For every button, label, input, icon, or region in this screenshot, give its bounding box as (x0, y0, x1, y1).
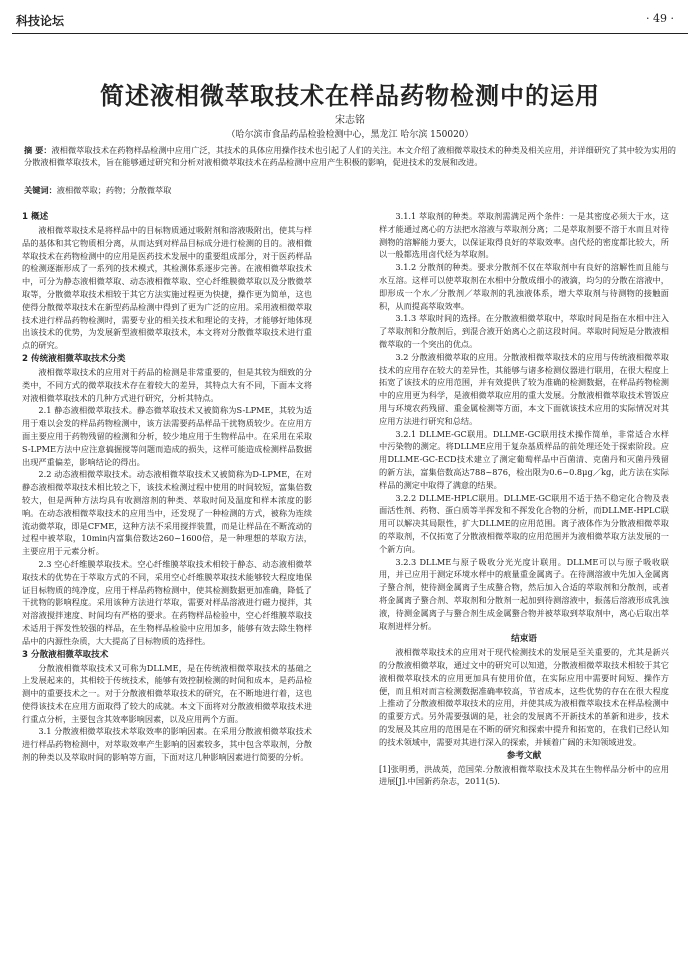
keywords (24, 185, 676, 196)
abstract-text: 液相微萃取技术在药物样品检测中应用广泛，其技术的具体应用操作技术也引起了人们的关注。本文介绍了液相微萃取技术的种类及相关应用，并详细研究了其中较为实用的分散液相微萃取技术，旨在能够通过研究和分析对液相微萃取技术在药品检测中应用产生积极的影响，促进技术的发展和改进。 (24, 145, 676, 168)
body-paragraph: 液相微萃取技术是将样品中的目标物质通过吸附剂和溶液吸附出，使其与样品的基体和其它物质相分离，从而达到对样品目标成分进行检测的目的。液相微萃取技术在药物检测中的应用是医药技术发展中的重要组成部分，对于医药样品的检测逐渐形成了一系列的技术模式，其检测体系逐步完善。在液相微萃取技术中，可分为静态液相微萃取、动态液相微萃取、空心纤维膜微萃取以及分散微萃取等，分散微萃取技术相较于其它方法实施过程更为快捷，操作更为简单，这也使得分散微萃取技术在新型药品检测中得到了更为广泛的应用。采用液相微萃取技术进行样品药物检测时，需要专业的相关技术和理论的支持，才能够好地体现出该技术的优势，为发展新型液相微萃取技术，本文将对分散微萃取技术进行重点的研究。 (22, 225, 312, 351)
body-paragraph: 2.2 动态液相微萃取技术。动态液相微萃取技术又被简称为D-LPME，在对静态液相微萃取技术相比较之下，该技术检测过程中使用的时间较短，富集倍数较大，但是两种方法均具有收测溶剂的种类、萃取时间及温度和样本浓度的影响。在动态液相微萃取技术的应用当中，还发现了一种检测的方式，被称为连续流动微萃取，即是CFME，这种方法不采用搅拌装置，而是让样品在不断流动的过程中被萃取，10min内富集倍数达260~1600倍，是一种理想的萃取方法，主要应用于元素分析。 (22, 469, 312, 557)
body-paragraph: 3.1.1 萃取剂的种类。萃取剂需满足两个条件：一是其密度必须大于水，这样才能通过离心的方法把水溶液与萃取剂分离；二是萃取剂要不溶于水而且对待测物的溶解能力要大，以保证取得良好的萃取效率。卤代烃的密度都比较大，所以一般都选用卤代烃为萃取剂。 (379, 211, 669, 260)
section-heading: 参考文献 (506, 750, 542, 761)
body-paragraph: 2.3 空心纤维膜萃取技术。空心纤维膜萃取技术相较于静态、动态液相微萃取技术的优势在于萃取方式的不同，采用空心纤维膜萃取技术能够较大程度地保证目标物质的纯净度，应用于样品药物检测中，使其检测数据更加准确，降低了干扰物的影响程度。采用该种方法进行萃取，需要对样品溶液进行磁力搅拌，其对溶液搅拌速度、时间均有严格的要求。在药物样品检验中，空心纤维膜萃取技术适用于挥发性较强的样品，在生物样品检验中应用加多，能够有效去除生物样品中的内源性杂质，大大提高了目标物质的选择性。 (22, 558, 312, 646)
header-rule (12, 33, 688, 34)
body-paragraph: 液相微萃取技术的应用对于药品的检测是非常重要的，但是其较为细致的分类中，不同方式的微萃取技术存在着较大的差异，其特点大有不同，下面本文将对液相微萃取技术的几种方式进行研究，分析其特点。 (22, 366, 312, 403)
body-paragraph: 3.2.3 DLLME与原子吸收分光光度计联用。DLLME可以与原子吸收联用，并已应用于测定环境水样中的痕量重金属离子。在待测溶液中先加入金属离子螯合剂，使待测金属离子生成螯合物，然后加入合适的萃取剂和分散剂，或者将金属离子螯合剂、萃取剂和分散剂一起加到待测溶液中，振荡后溶液形成乳浊液，待测金属离子与螯合剂生成金属螯合物并被萃取到萃取剂中，离心后取出萃取剂进样分析。 (379, 556, 669, 631)
section-heading: 结束语 (511, 634, 537, 645)
page-number: · 49 · (646, 12, 674, 25)
abstract (24, 144, 676, 169)
body-paragraph: 3.1 分散液相微萃取技术萃取效率的影响因素。在采用分散液相微萃取技术进行样品药物检测中，对萃取效率产生影响的因素较多，其中包含萃取剂，分散剂的种类以及萃取时间的影响等方面，下面对这几种影响因素进行简要的分析。 (22, 726, 312, 763)
keywords-label: 关键词： (24, 185, 57, 195)
section-heading: 1 概述 (22, 212, 49, 222)
abstract-label: 摘 要： (24, 145, 52, 155)
body-paragraph: 3.2 分散液相微萃取的应用。分散液相微萃取技术的应用与传统液相微萃取技术的应用存在较大的差异性，其能够与诸多检测仪器进行联用，在很大程度上拓宽了该技术的应用范围，并有效提供了较为准确的检测数据，在样品药物检测中的应用更为科学，是液相微萃取应用的重大发展。分散液相微萃取技术管饭应用与环境农药残留、重金属检测等方面，本文下面就该技术应用的实际情况对其应用方法进行研究和总结。 (379, 351, 669, 426)
body-paragraph: 3.1.3 萃取时间的选择。在分散液相微萃取中，萃取时间是指在水相中注入了萃取剂和分散剂后，到混合液开始离心之前这段时间。萃取时间短是分散液相微萃取的一个突出的优点。 (379, 313, 669, 349)
body-paragraph: 3.1.2 分散剂的种类。要求分散剂不仅在萃取剂中有良好的溶解性而且能与水互溶。这样可以使萃取剂在水相中分散成细小的液滴，均匀的分散在溶液中，即形成一个水／分散剂／萃取剂的乳浊液体系，增大萃取剂与待测物的接触面积，从而提高萃取效率。 (379, 262, 669, 311)
reference-item: [1]张明勇，洪战英，范国荣.分散液相微萃取技术及其在生物样品分析中的应用进展[J].中国新药杂志，2011(5). (379, 763, 669, 787)
body-paragraph: 液相微萃取技术的应用对于现代检测技术的发展是至关重要的，尤其是新兴的分散液相微萃取，通过文中的研究可以知道，分散液相微萃取技术相较于其它液相微萃取技术的应用更加具有使用价值，在实际应用中需要时间短、操作方便，而且相对而言检测数据准确率较高，节省成本，这些优势的存在在很大程度上推动了分散液相微萃取技术的应用，并使其成为液相微萃取技术在样品检测中的重要方式。另外需要强调的是，社会的发展离不开新技术的革新和进步，技术的发展及其应用的范围是在不断的研究和探索中提升和拓宽的，在我们已经认知的技术领域中，需要对其进行深入的探索，并倾着广阔的未知领域进发。 (379, 647, 669, 747)
journal-section-name: 科技论坛 (16, 14, 65, 28)
body-paragraph: 分散液相微萃取技术又可称为DLLME，是在传统液相微萃取技术的基础之上发展起来的，其相较于传统技术，能够有效控制检测的时间和成本，是药品检测中的重要技术之一。对于分散液相微萃取技术的研究，在不断地进行着，这也使得该技术在应用方面取得了较大的成就。本文下面将对分散液相微萃取技术进行重点分析，主要包含其效率影响因素，以及应用两个方面。 (22, 662, 312, 724)
body-paragraph: 2.1 静态液相微萃取技术。静态微萃取技术又被简称为S-LPME，其较为适用于难以会发的样品药物检测中，该方法需要药品样品干扰物质较少。在应用方面主要应用于药物残留的检测和分析，较少地应用于生物样品中。在采用在采取S-LPME方法中应注意搞掘搅等问题而造成的损失，这样可能造成检测样品数据出现严重偏差，影响结论的得出。 (22, 405, 312, 467)
keywords-text: 液相微萃取；药物；分散微萃取 (56, 185, 172, 195)
left-column (22, 210, 312, 764)
section-heading: 2 传统液相微萃取技术分类 (22, 353, 126, 364)
article-affiliation: （哈尔滨市食品药品检验检测中心，黑龙江 哈尔滨 150020） (226, 130, 474, 140)
article-title: 简述液相微萃取技术在样品药物检测中的运用 (100, 81, 600, 110)
right-column (379, 210, 669, 788)
article-author: 宋志铭 (335, 115, 365, 126)
body-paragraph: 3.2.2 DLLME-HPLC联用。DLLME-GC联用不适于热不稳定化合物及表面活性剂、药物、蛋白质等半挥发和不挥发化合物的分析，而DLLME-HPLC联用可以解决其局限性，扩大DLLME的应用范围。离子液体作为分散液相微萃取的萃取剂，不仅拓宽了分散液相微萃取的应用范围并为液相微萃取方法发展的一个新方向。 (379, 492, 669, 554)
body-paragraph: 3.2.1 DLLME-GC联用。DLLME-GC联用技术操作简单，非常适合水样中污染物的测定。将DLLME应用于复杂基质样品的前处理还处于探索阶段。应用DLLME-GC-ECD技术建立了测定葡萄样品中百菌清、克菌丹和灭菌丹残留的新方法，富集倍数高达788~876，检出限为0.6~0.8μg／kg，此方法在实际样品的测定中取得了满意的结果。 (379, 428, 669, 490)
section-heading: 3 分散液相微萃取技术 (22, 649, 109, 660)
